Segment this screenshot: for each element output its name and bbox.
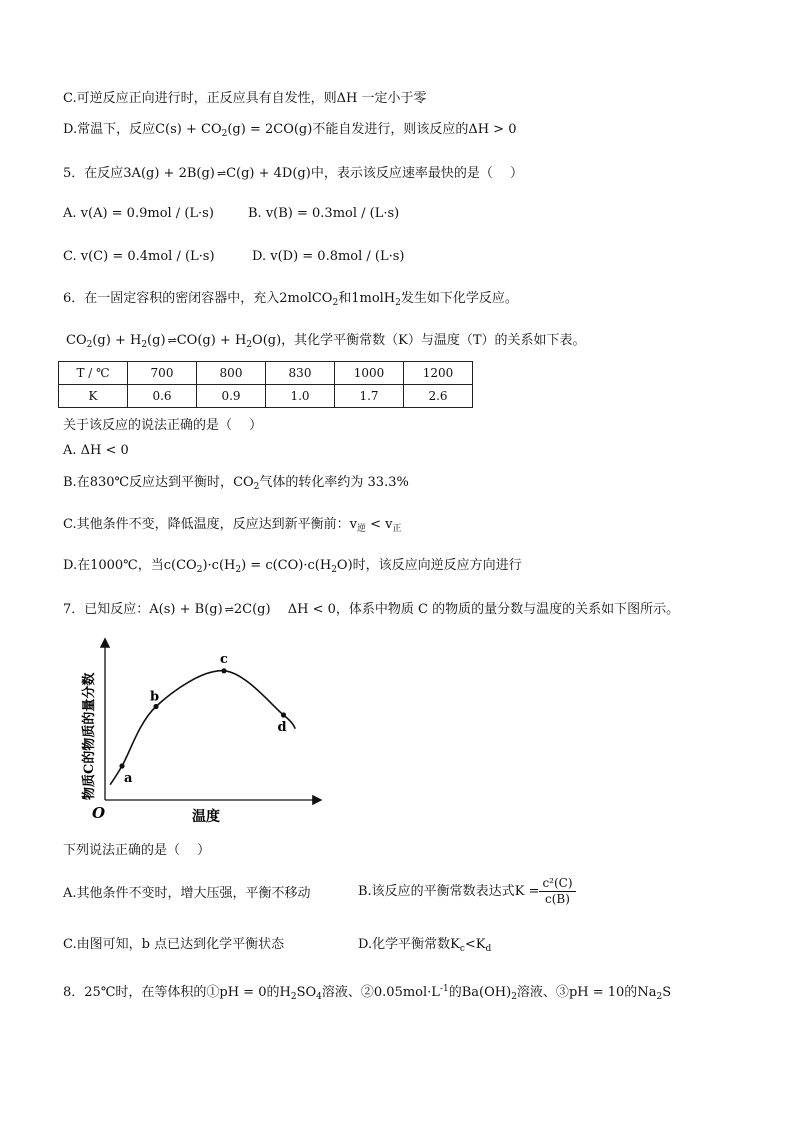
q4-option-d: D.常温下，反应$C(s) + CO_2(g) = 2CO(g)$不能自发进行，则该反应的ΔH > 0 (63, 122, 517, 139)
reversible-arrow-icon: ⇌ (216, 167, 225, 180)
series-line (110, 671, 295, 785)
q5-option-a: A. v(A) = 0.9mol / (L·s) (63, 206, 214, 221)
data-point-a (119, 763, 124, 768)
q5-option-d: D. v(D) = 0.8mol / (L·s) (252, 249, 405, 264)
q6-question: 关于该反应的说法正确的是（ ） (63, 418, 263, 433)
q5-option-c: C. v(C) = 0.4mol / (L·s) (63, 249, 215, 264)
q7-option-d: D.化学平衡常数$K_c<K_d$ (358, 937, 492, 954)
q7-option-c: C.由图可知，b 点已达到化学平衡状态 (63, 937, 285, 952)
k-expression-fraction: $\frac{\text{c²(C)}}{c(B)}$ (539, 876, 575, 907)
q6-stem: 6．在一固定容积的密闭容器中，充入2molCO$_2$和1molH$_2$发生如下化学反应。 (63, 291, 518, 308)
data-point-d (281, 712, 286, 717)
table-cell: 0.6 (128, 385, 197, 408)
q8-stem: 8．25℃时，在等体积的①pH = 0的$H_2SO_4$溶液、$②0.05mol\cdot L^{-1}$的$Ba(OH)_2$溶液、③pH = 10的$Na_2S$ (63, 984, 672, 1002)
q7-question: 下列说法正确的是（ ） (63, 843, 211, 858)
q6-option-a: A. ΔH < 0 (63, 443, 129, 458)
q7-stem: 7．已知反应：A(s) + B(g) ⇌ 2C(g) ΔH < 0，体系中物质 C 的物质的量分数与温度的关系如下图所示。 (63, 602, 680, 617)
table-header-temp: T / ℃ (59, 362, 128, 385)
q6-option-d: D.在1000℃，当$c(CO_2)\cdot c(H_2) = c(CO)\cdot c(H_2O)$时，该反应向逆反应方向进行 (63, 558, 522, 575)
reversible-arrow-icon: ⇌ (224, 603, 232, 616)
q6-equation: $CO_2(g) + H_2(g)$ ⇌ $CO(g) + H_2O(g)$，其化学平衡常数（K）与温度（T）的关系如下表。 (66, 333, 586, 350)
origin-label: O (92, 804, 106, 822)
reversible-arrow-icon: ⇌ (167, 334, 175, 347)
k-temperature-table (58, 361, 473, 408)
q5-stem: 5．在反应3A(g) + 2B(g) ⇌ C(g) + 4D(g)中，表示该反应速率最快的是（ ） (63, 166, 523, 181)
table-header-k: K (59, 385, 128, 408)
q6-option-b: B.在830℃反应达到平衡时，$CO_2$气体的转化率约为 33.3% (63, 475, 409, 492)
q4-option-c: C.可逆反应正向进行时，正反应具有自发性，则ΔH 一定小于零 (63, 91, 427, 106)
table-row (59, 385, 473, 408)
table-cell: 830 (266, 362, 335, 385)
c-fraction-vs-temperature-chart (60, 632, 330, 832)
x-axis-label: 温度 (192, 809, 220, 825)
table-cell: 1.0 (266, 385, 335, 408)
point-label-b: b (150, 689, 160, 705)
q6-option-c: C.其他条件不变，降低温度，反应达到新平衡前：$v_逆 < v_正$ (63, 517, 402, 534)
table-cell: 700 (128, 362, 197, 385)
y-axis-label: 物质C的物质的量分数 (82, 672, 97, 800)
point-label-a: a (124, 771, 133, 786)
table-cell: 0.9 (197, 385, 266, 408)
data-point-c (221, 668, 226, 673)
table-cell: 2.6 (404, 385, 473, 408)
q7-option-b: B.该反应的平衡常数表达式K = $\frac{\text{c²(C)}}{c(B)}$ (358, 872, 576, 912)
data-point-b (153, 704, 158, 709)
table-cell: 1000 (335, 362, 404, 385)
q5-option-b: B. v(B) = 0.3mol / (L·s) (248, 206, 400, 221)
point-label-c: c (220, 651, 228, 667)
table-cell: 1.7 (335, 385, 404, 408)
table-row (59, 362, 473, 385)
point-label-d: d (277, 720, 287, 735)
q7-option-a: A.其他条件不变时，增大压强，平衡不移动 (63, 886, 311, 901)
table-cell: 800 (197, 362, 266, 385)
table-cell: 1200 (404, 362, 473, 385)
